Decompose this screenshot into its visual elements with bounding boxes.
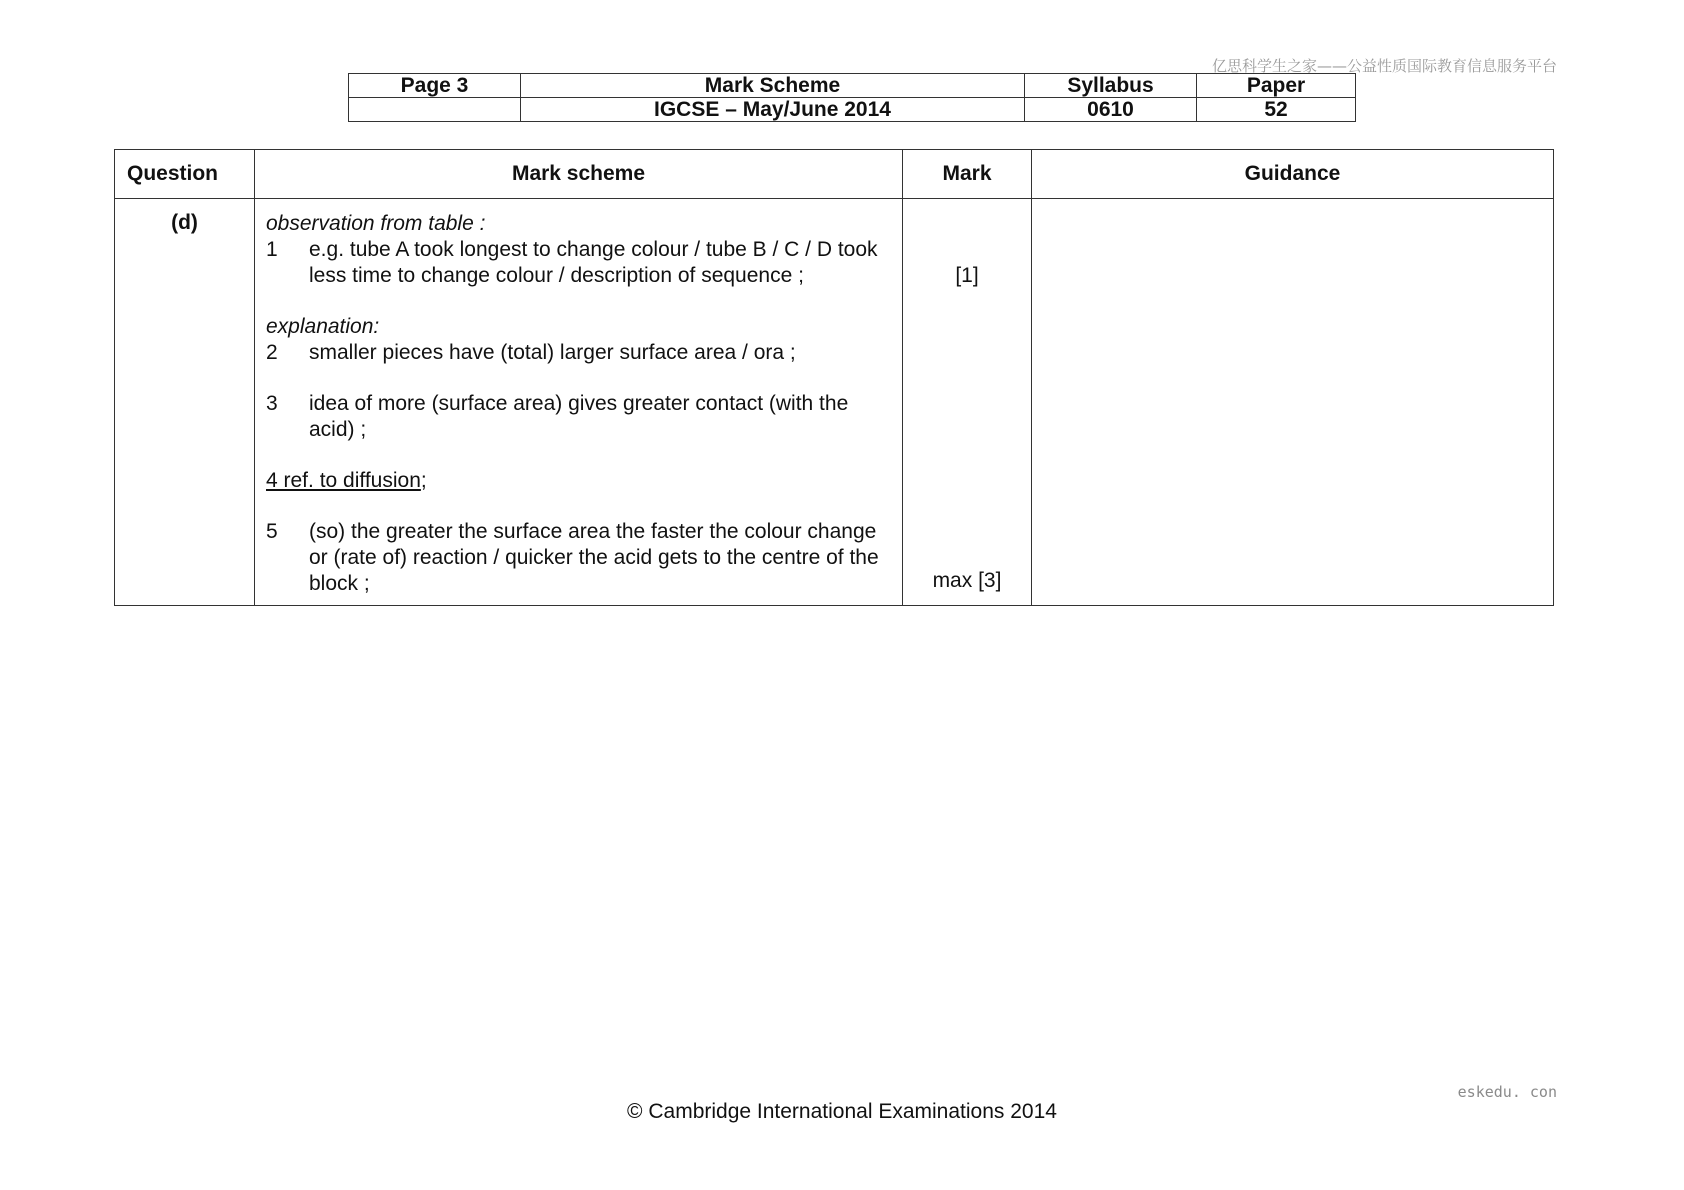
- point-number: 5: [266, 520, 278, 543]
- point-text: e.g. tube A took longest to change colour / tube B / C / D took less time to change colour / description of sequence ;: [309, 238, 878, 287]
- point-text: smaller pieces have (total) larger surface area / ora ;: [309, 341, 796, 364]
- question-column-header: Question: [115, 150, 255, 199]
- mark-column-header: Mark: [903, 150, 1032, 199]
- point-number: 1: [266, 238, 278, 261]
- guidance-column-header: Guidance: [1032, 150, 1554, 199]
- table-row: [115, 199, 1554, 606]
- list-item: [266, 519, 894, 597]
- mark-scheme-cell: [255, 199, 903, 606]
- point-4-underlined: 4 ref. to diffusion: [266, 469, 421, 492]
- table-header-row: [115, 150, 1554, 199]
- page-number: Page 3: [349, 74, 521, 98]
- watermark-top: 亿思科学生之家——公益性质国际教育信息服务平台: [1211, 57, 1557, 75]
- question-cell: [115, 199, 255, 606]
- list-item: [266, 391, 894, 443]
- copyright-footer: © Cambridge International Examinations 2014: [627, 1100, 1057, 1123]
- point-4-suffix: ;: [420, 469, 427, 492]
- point-text: (so) the greater the surface area the faster the colour change or (rate of) reaction / quicker the acid gets to the centre of the block ;: [309, 520, 879, 595]
- list-item: [266, 468, 894, 494]
- mark-scheme-table: [114, 149, 1554, 606]
- list-item: [266, 340, 894, 366]
- mark-cell: [903, 199, 1032, 606]
- syllabus-code: 0610: [1025, 98, 1197, 122]
- watermark-bottom: eskedu. con: [1457, 1083, 1557, 1101]
- guidance-cell: [1032, 199, 1554, 606]
- list-item: [266, 237, 894, 289]
- mark-scheme-column-header: Mark scheme: [255, 150, 903, 199]
- header-empty-cell: [349, 98, 521, 122]
- page-header-table: [348, 73, 1356, 122]
- question-label: (d): [171, 211, 198, 234]
- point-text: idea of more (surface area) gives greater contact (with the acid) ;: [309, 392, 849, 441]
- point-number: 3: [266, 392, 278, 415]
- mark-value-max: max [3]: [932, 569, 1002, 592]
- mark-value: [1]: [955, 264, 979, 287]
- syllabus-label: Syllabus: [1025, 74, 1197, 98]
- explanation-heading: explanation:: [266, 315, 380, 338]
- point-number: 2: [266, 341, 278, 364]
- exam-session: IGCSE – May/June 2014: [521, 98, 1025, 122]
- observation-heading: observation from table :: [266, 212, 486, 235]
- paper-label: Paper: [1197, 74, 1356, 98]
- mark-scheme-title: Mark Scheme: [521, 74, 1025, 98]
- paper-number: 52: [1197, 98, 1356, 122]
